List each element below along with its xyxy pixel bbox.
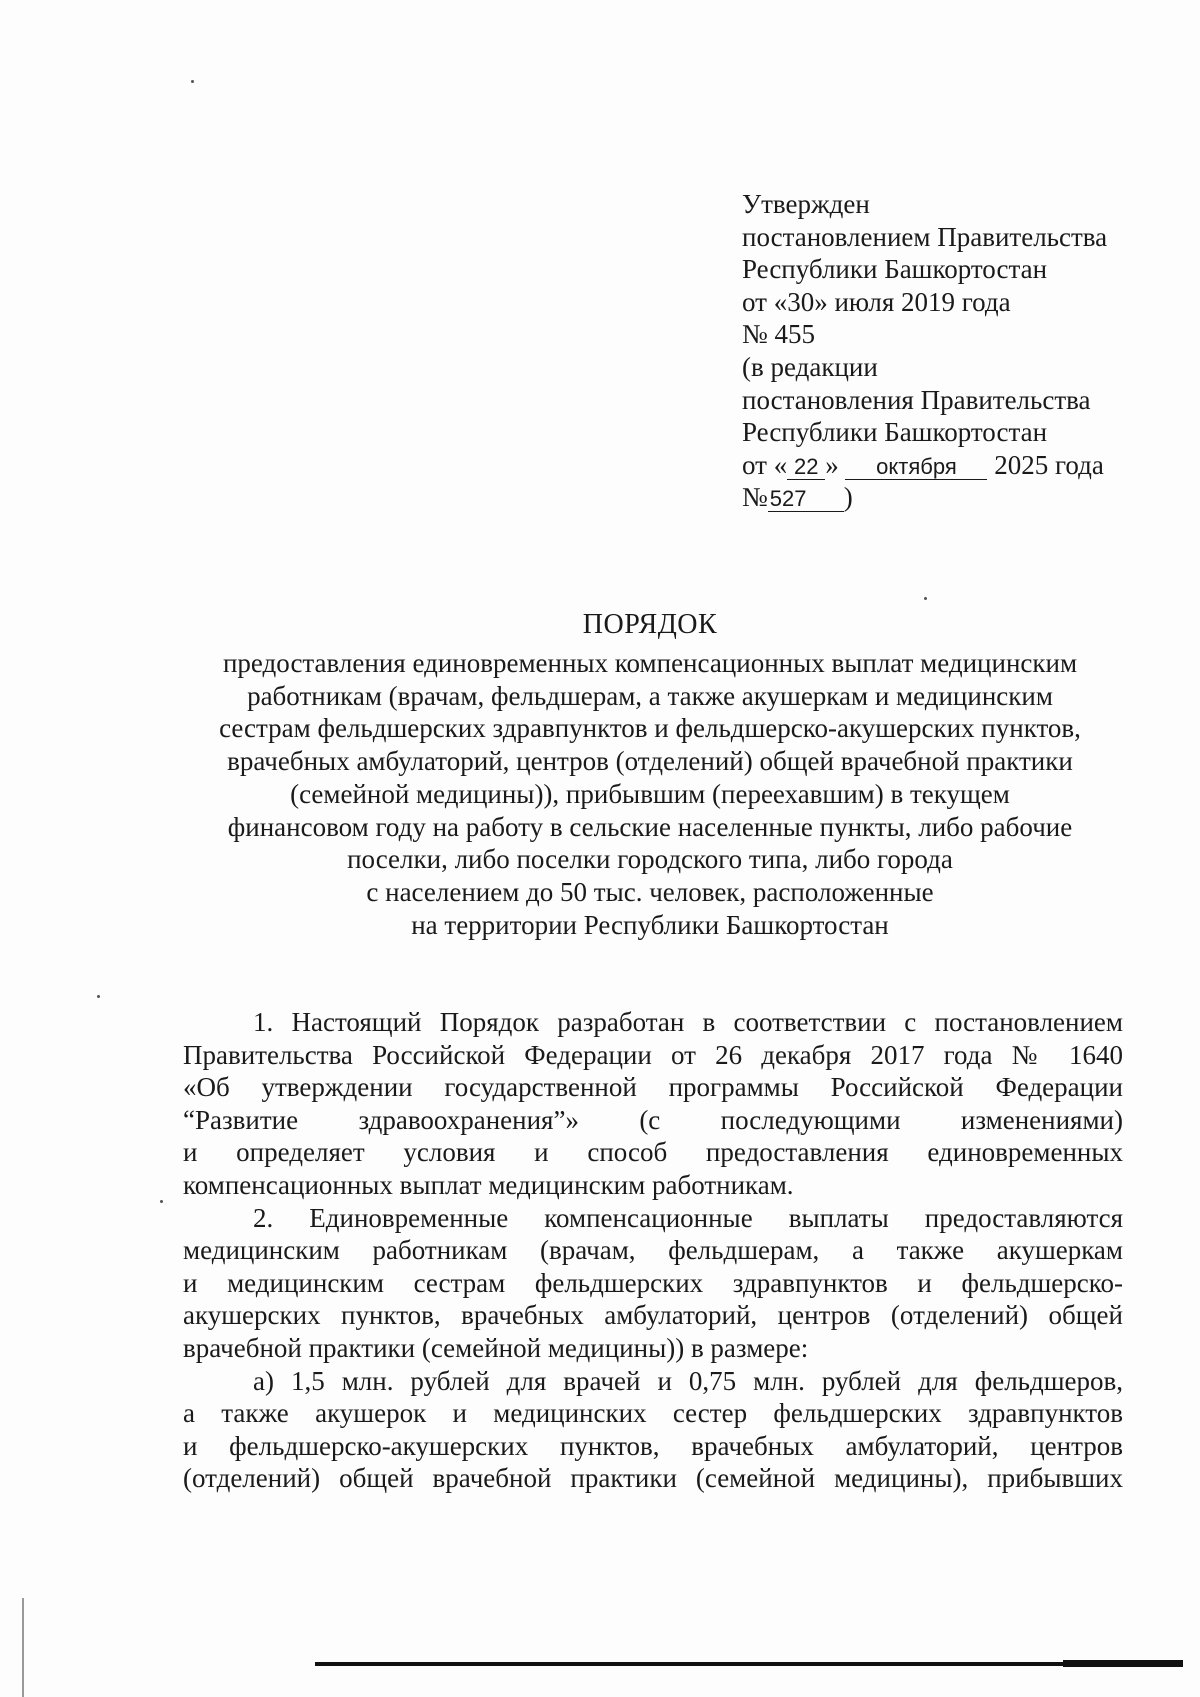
subtitle-line: врачебных амбулаторий, центров (отделений) общей врачебной практики [227,746,1073,777]
body-line: медицинским работникам (врачам, фельдшерам, а также акушеркам [183,1235,1123,1266]
document-body [183,1006,1123,1495]
subtitle-line: сестрам фельдшерских здравпунктов и фельдшерско-акушерских пунктов, [219,713,1081,744]
body-line: и фельдшерско-акушерских пунктов, врачебных амбулаторий, центров [183,1430,1123,1461]
scan-edge-mark [22,1598,24,1697]
amendment-number-suffix: ) [843,482,853,513]
scan-speck [160,1200,163,1203]
body-line: акушерских пунктов, врачебных амбулаторий, центров (отделений) общей [183,1300,1123,1331]
body-line: (отделений) общей врачебной практики (семейной медицины), прибывших [183,1463,1123,1494]
approval-block [742,188,1162,514]
body-line: и определяет условия и способ предоставления единовременных [183,1137,1123,1168]
amendment-date-prefix: от « [742,449,788,480]
approval-line: постановлением Правительства [742,221,1108,252]
subtitle-line: финансовом году на работу в сельские населенные пункты, либо рабочие [227,811,1073,842]
approval-line: от «30» июля 2019 года [742,286,1011,317]
body-line: Правительства Российской Федерации от 26 декабря 2017 года № 1640 [183,1039,1123,1070]
approval-line: Республики Башкортостан [742,417,1048,448]
body-line: и медицинским сестрам фельдшерских здравпунктов и фельдшерско- [183,1267,1123,1298]
body-line: 1. Настоящий Порядок разработан в соответствии с постановлением [253,1007,1123,1037]
document-subtitle [170,647,1130,941]
amendment-date-mid: » [825,449,846,480]
body-line: а) 1,5 млн. рублей для врачей и 0,75 млн. рублей для фельдшеров, [253,1365,1123,1396]
amendment-date-line [742,449,1162,482]
amendment-month-field: октября [845,455,987,480]
scan-speck [97,995,100,998]
approval-line: Утвержден [742,189,870,219]
subtitle-line: работникам (врачам, фельдшерам, а также акушеркам и медицинским [247,680,1053,711]
subtitle-line: (семейной медицины)), прибывшим (переехавшим) в текущем [290,778,1010,809]
scan-bottom-rule [315,1662,1183,1666]
approval-line: Республики Башкортостан [742,254,1048,285]
body-line: “Развитие здравоохранения”» (с последующими изменениями) [183,1104,1123,1135]
amendment-day-field: 22 [787,455,825,480]
document-title: ПОРЯДОК [582,609,718,640]
amendment-number-prefix: № [742,482,768,513]
subtitle-line: предоставления единовременных компенсационных выплат медицинским [222,648,1078,678]
scan-speck [191,80,194,83]
body-line: врачебной практики (семейной медицины)) в размере: [183,1332,809,1363]
body-line: компенсационных выплат медицинским работникам. [183,1169,794,1200]
body-line: 2. Единовременные компенсационные выплаты предоставляются [253,1202,1123,1233]
body-line: «Об утверждении государственной программы Российской Федерации [183,1072,1123,1103]
paragraph-3 [183,1365,1123,1495]
subtitle-line: с населением до 50 тыс. человек, расположенные [366,876,934,907]
amendment-number-line [742,481,1162,514]
paragraph-1 [183,1006,1123,1202]
approval-line: № 455 [742,319,816,350]
approval-line: постановления Правительства [742,384,1091,415]
paragraph-2 [183,1202,1123,1365]
scan-speck [924,597,927,600]
approval-line: (в редакции [742,351,878,382]
subtitle-line: поселки, либо поселки городского типа, либо города [347,844,953,875]
body-line: а также акушерок и медицинских сестер фельдшерских здравпунктов [183,1398,1123,1429]
subtitle-line: на территории Республики Башкортостан [411,909,889,940]
amendment-year: 2025 года [987,449,1104,480]
amendment-number-field: 527 [768,487,844,512]
